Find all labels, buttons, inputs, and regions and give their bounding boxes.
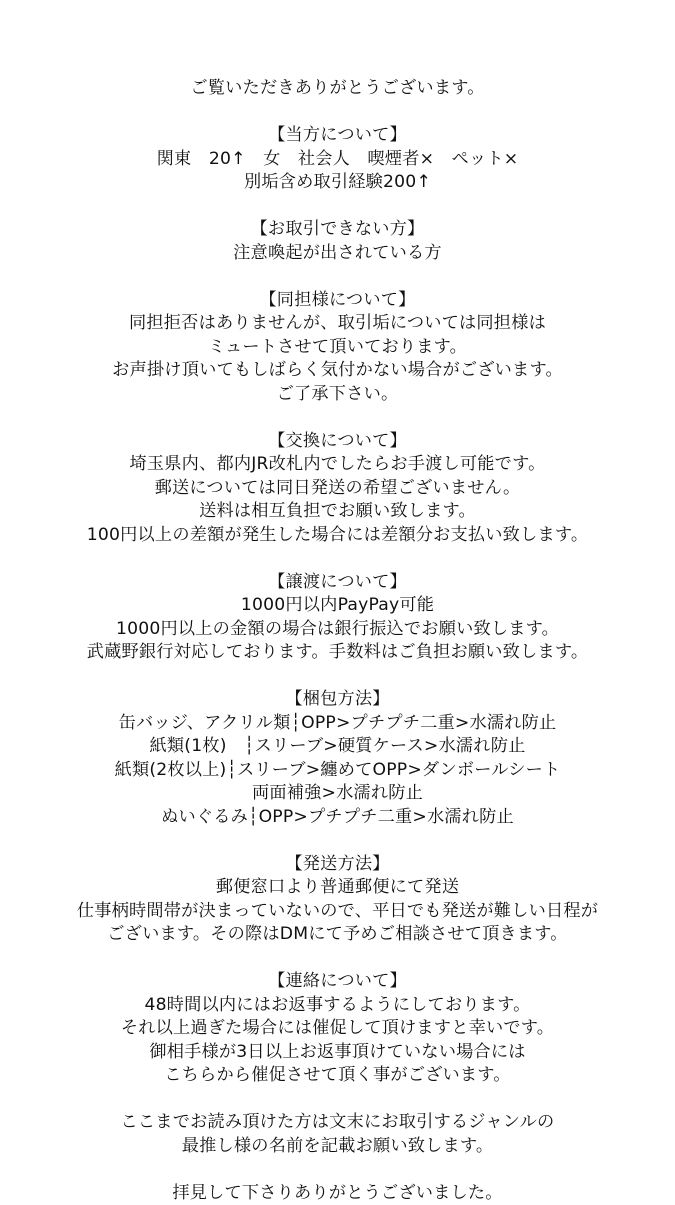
- about-line: 関東 20↑ 女 社会人 喫煙者× ペット×: [0, 148, 675, 172]
- request-line: 最推し様の名前を記載お願い致します。: [0, 1135, 675, 1159]
- contact-line: 御相手様が3日以上お返事頂けていない場合には: [0, 1041, 675, 1065]
- request-section: [0, 1111, 675, 1158]
- transfer-line: 武蔵野銀行対応しております。手数料はご負担お願い致します。: [0, 641, 675, 665]
- packing-line: 缶バッジ、アクリル類┆OPP>プチプチ二重>水濡れ防止: [0, 712, 675, 736]
- contact-section: [0, 970, 675, 1088]
- shipping-heading: 【発送方法】: [0, 853, 675, 877]
- about-section: [0, 124, 675, 195]
- exchange-line: 郵送については同日発送の希望ございません。: [0, 477, 675, 501]
- exchange-heading: 【交換について】: [0, 430, 675, 454]
- same-fan-line: ミュートさせて頂いております。: [0, 336, 675, 360]
- greeting-text: ご覧いただきありがとうございます。: [0, 77, 675, 101]
- shipping-line: 仕事柄時間帯が決まっていないので、平日でも発送が難しい日程が: [0, 900, 675, 924]
- exchange-line: 埼玉県内、都内JR改札内でしたらお手渡し可能です。: [0, 453, 675, 477]
- same-fan-section: [0, 289, 675, 407]
- packing-section: [0, 688, 675, 829]
- shipping-section: [0, 853, 675, 947]
- transfer-section: [0, 571, 675, 665]
- trade-policy-document: [0, 77, 675, 1205]
- intro-section: [0, 77, 675, 101]
- transfer-heading: 【譲渡について】: [0, 571, 675, 595]
- cannot-trade-section: [0, 218, 675, 265]
- contact-heading: 【連絡について】: [0, 970, 675, 994]
- exchange-section: [0, 430, 675, 548]
- exchange-line: 100円以上の差額が発生した場合には差額分お支払い致します。: [0, 524, 675, 548]
- about-line: 別垢含め取引経験200↑: [0, 171, 675, 195]
- same-fan-heading: 【同担様について】: [0, 289, 675, 313]
- packing-line: 両面補強>水濡れ防止: [0, 782, 675, 806]
- packing-line: ぬいぐるみ┆OPP>プチプチ二重>水濡れ防止: [0, 806, 675, 830]
- contact-line: こちらから催促させて頂く事がございます。: [0, 1064, 675, 1088]
- packing-line: 紙類(1枚) ┆スリーブ>硬質ケース>水濡れ防止: [0, 735, 675, 759]
- cannot-trade-line: 注意喚起が出されている方: [0, 242, 675, 266]
- contact-line: それ以上過ぎた場合には催促して頂けますと幸いです。: [0, 1017, 675, 1041]
- same-fan-line: 同担拒否はありませんが、取引垢については同担様は: [0, 312, 675, 336]
- about-heading: 【当方について】: [0, 124, 675, 148]
- transfer-line: 1000円以内PayPay可能: [0, 594, 675, 618]
- closing-section: [0, 1182, 675, 1205]
- closing-text: 拝見して下さりありがとうございました。: [0, 1182, 675, 1205]
- exchange-line: 送料は相互負担でお願い致します。: [0, 500, 675, 524]
- cannot-trade-heading: 【お取引できない方】: [0, 218, 675, 242]
- shipping-line: 郵便窓口より普通郵便にて発送: [0, 876, 675, 900]
- shipping-line: ございます。その際はDMにて予めご相談させて頂きます。: [0, 923, 675, 947]
- same-fan-line: お声掛け頂いてもしばらく気付かない場合がございます。: [0, 359, 675, 383]
- transfer-line: 1000円以上の金額の場合は銀行振込でお願い致します。: [0, 618, 675, 642]
- same-fan-line: ご了承下さい。: [0, 383, 675, 407]
- packing-line: 紙類(2枚以上)┆スリーブ>纏めてOPP>ダンボールシート: [0, 759, 675, 783]
- contact-line: 48時間以内にはお返事するようにしております。: [0, 994, 675, 1018]
- packing-heading: 【梱包方法】: [0, 688, 675, 712]
- request-line: ここまでお読み頂けた方は文末にお取引するジャンルの: [0, 1111, 675, 1135]
